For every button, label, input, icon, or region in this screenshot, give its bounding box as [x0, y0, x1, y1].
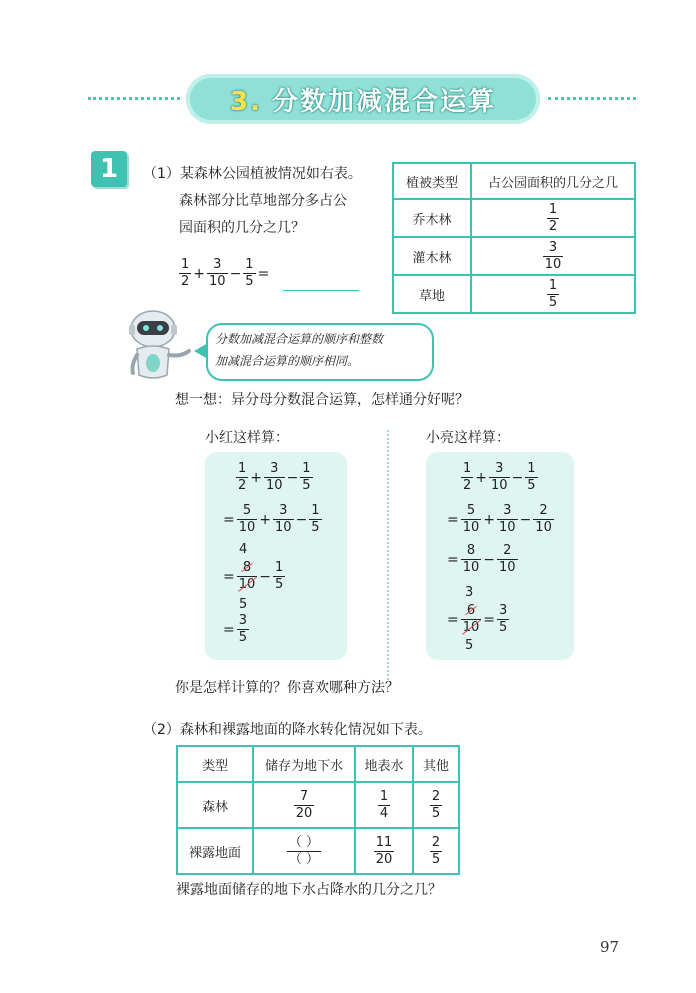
xiaoliang-label: 小亮这样算： [426, 430, 510, 446]
table-cell: $\frac{1}{2}$ [471, 199, 635, 237]
table-header-cell: 储存为地下水 [253, 746, 355, 782]
think-prompt: 想一想：异分母分数混合运算，怎样通分好呢？ [175, 392, 469, 408]
chapter-title [186, 74, 540, 124]
xiaoliang-step-2: = $\frac{5}{10}$ + $\frac{3}{10}$ − $\frac{2}{10}$ [447, 503, 552, 535]
table-row [177, 828, 459, 874]
vegetation-table [392, 162, 636, 314]
xiaohong-step-1: $\frac{1}{2}$ + $\frac{3}{10}$ − $\frac{1}{5}$ [238, 461, 311, 493]
xiaohong-label: 小红这样算： [205, 430, 289, 446]
section-badge: 1 [91, 151, 127, 187]
reduced-numerator: 3 [465, 585, 474, 600]
blank-fraction-cell[interactable]: $\frac{( )}{( )}$ [253, 828, 355, 874]
bubble-line-1: 分数加减混合运算的顺序和整数 [215, 332, 384, 346]
table-cell: $\frac{1}{5}$ [471, 275, 635, 313]
answer-blank[interactable] [283, 290, 359, 291]
reduced-denominator: 5 [239, 597, 248, 612]
q1-line-1: （1）某森林公园植被情况如右表。 [143, 166, 362, 182]
reduced-numerator: 4 [239, 542, 248, 557]
table-header-row [393, 163, 635, 199]
table-cell: $\frac{1}{4}$ [355, 782, 413, 828]
xiaoliang-step-4: = $\frac{6}{10}$ = $\frac{3}{5}$ [447, 603, 508, 635]
xiaohong-step-3: = $\frac{8}{10}$ − $\frac{1}{5}$ [223, 560, 284, 592]
table-cell: $\frac{2}{5}$ [413, 782, 459, 828]
fraction: $\frac{1}{2}$ [181, 257, 190, 289]
table-row [393, 275, 635, 313]
fraction: $\frac{1}{5}$ [245, 257, 254, 289]
header-dots-right [548, 97, 636, 100]
q1-line-2: 森林部分比草地部分多占公 [179, 193, 347, 209]
xiaohong-step-2: = $\frac{5}{10}$ + $\frac{3}{10}$ − $\frac{1}{5}$ [223, 503, 320, 535]
q1-line-3: 园面积的几分之几？ [179, 220, 305, 236]
table-header-cell: 其他 [413, 746, 459, 782]
chapter-title-text: 分数加减混合运算 [271, 86, 496, 117]
watermark [117, 638, 178, 770]
xiaohong-step-4: = $\frac{3}{5}$ [223, 613, 248, 645]
robot-illustration [123, 309, 195, 387]
table-header-cell: 占公园面积的几分之几 [471, 163, 635, 199]
table-cell: 裸露地面 [177, 828, 253, 874]
reduced-denominator: 5 [465, 638, 474, 653]
table-cell: 草地 [393, 275, 471, 313]
page-number: 97 [600, 938, 620, 956]
xiaoliang-step-3: = $\frac{8}{10}$ − $\frac{2}{10}$ [447, 543, 516, 575]
table-header-cell: 地表水 [355, 746, 413, 782]
table-cell: $\frac{3}{10}$ [471, 237, 635, 275]
table-cell: 森林 [177, 782, 253, 828]
table-cell: $\frac{7}{20}$ [253, 782, 355, 828]
bubble-line-2: 加减混合运算的顺序相同。 [215, 354, 360, 368]
header-dots-left [88, 97, 180, 100]
table-header-cell: 植被类型 [393, 163, 471, 199]
methods-question: 你是怎样计算的？你喜欢哪种方法？ [175, 680, 399, 696]
chapter-number: 3. [230, 86, 262, 117]
table-cell: $\frac{11}{20}$ [355, 828, 413, 874]
q1-expression: $\frac{1}{2}$ + $\frac{3}{10}$ − $\frac{1}{5}$ = [181, 257, 270, 289]
table-cell: 乔木林 [393, 199, 471, 237]
table-header-row [177, 746, 459, 782]
bubble-text [215, 328, 383, 372]
table-row [393, 237, 635, 275]
fraction: $\frac{3}{10}$ [209, 257, 226, 289]
table-row [393, 199, 635, 237]
rainfall-table [176, 745, 460, 875]
table-row [177, 782, 459, 828]
table-header-cell: 类型 [177, 746, 253, 782]
xiaoliang-step-1: $\frac{1}{2}$ + $\frac{3}{10}$ − $\frac{1}{5}$ [463, 461, 536, 493]
final-question: 裸露地面储存的地下水占降水的几分之几？ [176, 882, 442, 898]
table-cell: $\frac{2}{5}$ [413, 828, 459, 874]
column-divider [387, 430, 389, 680]
table-cell: 灌木林 [393, 237, 471, 275]
q2-line: （2）森林和裸露地面的降水转化情况如下表。 [143, 722, 432, 738]
